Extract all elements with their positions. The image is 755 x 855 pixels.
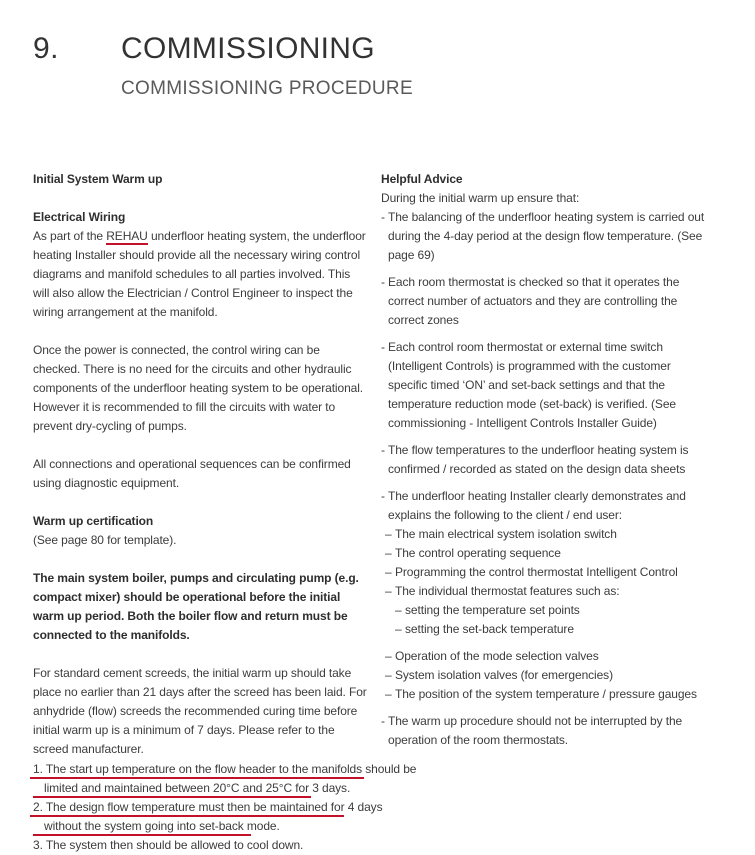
heading-helpful-advice: Helpful Advice	[381, 172, 463, 186]
advice-item	[381, 487, 711, 525]
sub-sub-item-text: setting the temperature set points	[405, 603, 580, 617]
wiring-paragraph-2: Once the power is connected, the control wiring can be checked. There is no need for the circuits and other hydraulic components of the underfloor heating system to be operational. However it is recommended to fill the circuits with water to prevent dry-cycling of pumps.	[33, 343, 364, 433]
advice-intro: During the initial warm up ensure that:	[381, 191, 580, 205]
advice-item	[381, 441, 711, 479]
step-2-text-2: without the system going into set-back mode.	[44, 819, 280, 833]
step-2-line-1	[33, 798, 383, 817]
advice-item-text: The flow temperatures to the underfloor heating system is confirmed / recorded as stated on the design data sheets	[388, 443, 689, 476]
advice-item	[381, 712, 711, 750]
rehau-underlined: REHAU	[106, 229, 148, 243]
heading-warm-up-certification: Warm up certification	[33, 514, 154, 528]
advice-sub-item	[381, 563, 711, 582]
sub-item-text: Operation of the mode selection valves	[395, 649, 599, 663]
advice-sub-item	[381, 544, 711, 563]
heading-electrical-wiring: Electrical Wiring	[33, 210, 126, 224]
step-3: 3. The system then should be allowed to cool down.	[33, 838, 304, 852]
advice-item-text: The balancing of the underfloor heating system is carried out during the 4-day period at the design flow temperature. (See page 69)	[388, 210, 705, 262]
section-title: COMMISSIONING	[121, 32, 375, 65]
item-marker: -	[381, 275, 385, 289]
left-column	[33, 170, 417, 855]
sub-item-text: The individual thermostat features such as:	[395, 584, 620, 598]
advice-sub-item	[381, 582, 711, 601]
item-marker: -	[381, 210, 385, 224]
advice-sub-item	[381, 647, 711, 666]
step-2-text-1: 2. The design flow temperature must then be maintained for 4 days	[33, 800, 383, 814]
step-1-line-1	[33, 760, 417, 779]
sub-marker: –	[385, 527, 392, 541]
step-2-line-2	[33, 817, 368, 836]
advice-item-text: The warm up procedure should not be interrupted by the operation of the room thermostats.	[388, 714, 683, 747]
step-2-underline-2	[33, 834, 251, 836]
advice-item	[381, 208, 711, 265]
advice-item-text: Each room thermostat is checked so that it operates the correct number of actuators and they are controlling the correct zones	[388, 275, 680, 327]
sub-sub-marker: –	[395, 622, 402, 636]
sub-item-text: The control operating sequence	[395, 546, 561, 560]
item-marker: -	[381, 489, 385, 503]
wiring-text-b: underfloor heating system, the underfloor heating Installer should provide all the necessary wiring control diagrams and manifold schedules to all parties involved. This will also allow the Electrician / Control Engineer to inspect the wiring arrangement at the manifold.	[33, 229, 366, 319]
right-column	[381, 170, 711, 750]
advice-item-text: The underfloor heating Installer clearly demonstrates and explains the following to the client / end user:	[388, 489, 686, 522]
screed-paragraph: For standard cement screeds, the initial warm up should take place no earlier than 21 days after the screed has been laid. For anhydride (flow) screeds the recommended curing time before initial warm up is a minimum of 7 days. Please refer to the screed manufacturer.	[33, 666, 367, 756]
boiler-bold-paragraph: The main system boiler, pumps and circulating pump (e.g. compact mixer) should be operational before the initial warm up period. Both the boiler flow and return must be connected to the manifolds.	[33, 571, 359, 642]
sub-item-text: System isolation valves (for emergencies)	[395, 668, 613, 682]
sub-marker: –	[385, 565, 392, 579]
advice-sub-item	[381, 525, 711, 544]
item-marker: -	[381, 340, 385, 354]
certification-paragraph: (See page 80 for template).	[33, 533, 177, 547]
sub-item-text: The position of the system temperature / pressure gauges	[395, 687, 697, 701]
heading-initial-warm-up: Initial System Warm up	[33, 172, 163, 186]
advice-sub-item	[381, 666, 711, 685]
step-1-text-2: limited and maintained between 20°C and 25°C for 3 days.	[44, 781, 351, 795]
sub-item-text: Programming the control thermostat Intelligent Control	[395, 565, 678, 579]
wiring-paragraph-3: All connections and operational sequences can be confirmed using diagnostic equipment.	[33, 457, 351, 490]
advice-sub-item	[381, 685, 711, 704]
advice-sub-sub-item	[381, 601, 711, 620]
sub-marker: –	[385, 546, 392, 560]
sub-item-text: The main electrical system isolation switch	[395, 527, 617, 541]
wiring-paragraph-1	[33, 227, 368, 322]
wiring-text-a: As part of the	[33, 229, 107, 243]
section-number: 9.	[33, 32, 60, 65]
sub-marker: –	[385, 668, 392, 682]
sub-marker: –	[385, 687, 392, 701]
advice-item	[381, 338, 711, 433]
sub-sub-marker: –	[395, 603, 402, 617]
item-marker: -	[381, 443, 385, 457]
sub-marker: –	[385, 649, 392, 663]
section-subtitle: COMMISSIONING PROCEDURE	[121, 78, 413, 99]
sub-marker: –	[385, 584, 392, 598]
advice-item-text: Each control room thermostat or external time switch (Intelligent Controls) is programmed with the customer specific timed ‘ON’ and set-back settings and that the temperature reduction mode (set-back) is verified. (See commissioning - Intelligent Controls Installer Guide)	[388, 340, 676, 430]
item-marker: -	[381, 714, 385, 728]
warm-up-steps	[33, 760, 417, 855]
step-1-line-2	[33, 779, 368, 798]
advice-sub-sub-item	[381, 620, 711, 639]
sub-sub-item-text: setting the set-back temperature	[405, 622, 574, 636]
step-1-text-1: 1. The start up temperature on the flow header to the manifolds should be	[33, 762, 417, 776]
advice-item	[381, 273, 711, 330]
